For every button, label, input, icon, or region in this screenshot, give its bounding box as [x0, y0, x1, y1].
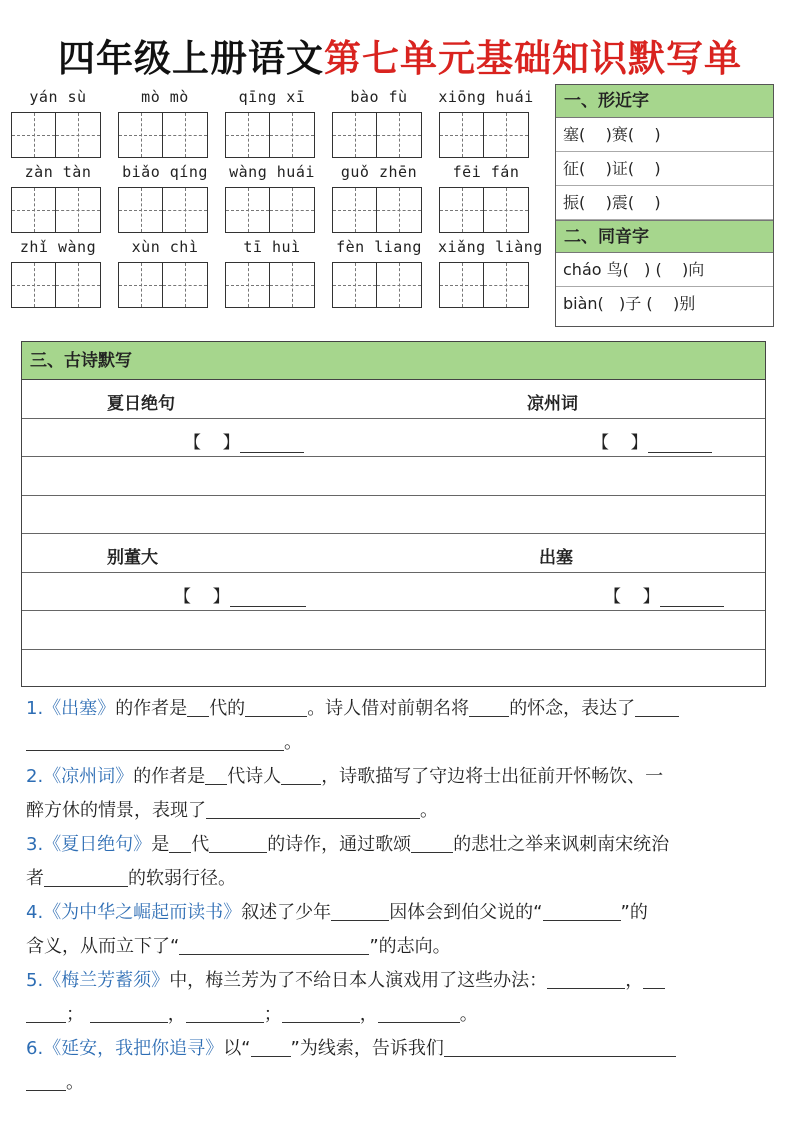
- question-1: 1.《出塞》的作者是 代的 。诗人借对前朝名将 的怀念，表达了 。: [26, 692, 778, 760]
- tianzi-boxes[interactable]: [11, 262, 101, 308]
- poem-title: 夏日绝句: [107, 394, 175, 414]
- dynasty-bracket[interactable]: 【 】: [184, 432, 240, 453]
- answer-blank[interactable]: [179, 936, 369, 955]
- answer-blank[interactable]: [209, 834, 267, 853]
- author-blank[interactable]: [648, 436, 712, 453]
- tongyin-row[interactable]: biàn( )子 ( )别: [563, 294, 696, 313]
- pinyin-row-1: [10, 88, 550, 163]
- pinyin-label: xiǎng liàng: [438, 238, 543, 256]
- poem-line-blank[interactable]: [22, 650, 765, 689]
- tianzi-boxes[interactable]: [11, 112, 101, 158]
- author-blank[interactable]: [660, 590, 724, 607]
- author-blank[interactable]: [240, 436, 304, 453]
- question-4: 4.《为中华之崛起而读书》叙述了少年 因体会到伯父说的“ ”的 含义，从而立下了“ ”的志向。: [26, 902, 648, 957]
- side-knowledge-table: [555, 84, 774, 327]
- dynasty-bracket[interactable]: 【 】: [604, 586, 660, 607]
- title-unit: 第七单元基础知识默写单: [324, 37, 742, 80]
- pinyin-label: biǎo qíng: [122, 163, 208, 181]
- answer-blank[interactable]: [245, 698, 307, 717]
- pinyin-label: qīng xī: [238, 88, 306, 106]
- poem-author-row: [22, 573, 765, 612]
- title-grade: 四年级上册语文: [58, 37, 324, 80]
- tianzi-boxes[interactable]: [332, 262, 422, 308]
- answer-blank[interactable]: [44, 868, 128, 887]
- answer-blank[interactable]: [26, 1072, 66, 1091]
- question-6: 6.《延安，我把你追寻》以“ ”为线索，告诉我们 。: [26, 1032, 778, 1100]
- answer-blank[interactable]: [26, 1004, 66, 1023]
- pinyin-label: xiōng huái: [438, 88, 534, 106]
- pinyin-label: bào fù: [350, 88, 408, 106]
- tianzi-boxes[interactable]: [225, 187, 315, 233]
- section-head-xingjin: 一、形近字: [556, 85, 773, 118]
- xingjin-row[interactable]: 振( )震( ): [556, 186, 773, 220]
- poem-title: 凉州词: [527, 394, 578, 414]
- answer-blank[interactable]: [378, 1004, 460, 1023]
- pinyin-label: fèn liang: [336, 238, 422, 256]
- section-head-poems: 三、古诗默写: [22, 342, 765, 380]
- xingjin-row[interactable]: 塞( )赛( ): [556, 118, 773, 152]
- dynasty-bracket[interactable]: 【 】: [174, 586, 230, 607]
- answer-blank[interactable]: [90, 1004, 168, 1023]
- pinyin-label: fēi fán: [452, 163, 520, 181]
- question-3: 3.《夏日绝句》是 代 的诗作，通过歌颂 的悲壮之举来讽刺南宋统治 者 的软弱行径。: [26, 834, 670, 889]
- answer-blank[interactable]: [169, 834, 191, 853]
- poem-title-row: [22, 380, 765, 419]
- poem-line-blank[interactable]: [22, 611, 765, 650]
- answer-blank[interactable]: [186, 1004, 264, 1023]
- tongyin-row[interactable]: cháo 鸟( ) ( )向: [556, 253, 773, 287]
- pinyin-label: yán sù: [29, 88, 87, 106]
- pinyin-label: guǒ zhēn: [340, 163, 418, 181]
- question-5: 5.《梅兰芳蓄须》中，梅兰芳为了不给日本人演戏用了这些办法： ， ； ， ； ， 。: [26, 964, 778, 1032]
- answer-blank[interactable]: [251, 1038, 291, 1057]
- page-title: [0, 28, 800, 82]
- poem-title: 别董大: [107, 548, 158, 568]
- answer-blank[interactable]: [206, 800, 420, 819]
- pinyin-row-3: [10, 238, 550, 313]
- tianzi-boxes[interactable]: [11, 187, 101, 233]
- pinyin-label: zàn tàn: [24, 163, 92, 181]
- question-2: 2.《凉州词》的作者是 代诗人 ，诗歌描写了守边将士出征前开怀畅饮、一 醉方休的情景，表现了 。: [26, 766, 664, 821]
- answer-blank[interactable]: [543, 902, 621, 921]
- pinyin-label: tī huì: [243, 238, 301, 256]
- answer-blank[interactable]: [635, 698, 679, 717]
- tianzi-boxes[interactable]: [439, 187, 529, 233]
- tianzi-boxes[interactable]: [332, 112, 422, 158]
- answer-blank[interactable]: [444, 1038, 676, 1057]
- answer-blank[interactable]: [281, 766, 321, 785]
- answer-blank[interactable]: [469, 698, 509, 717]
- poem-line-blank[interactable]: [22, 496, 765, 535]
- answer-blank[interactable]: [331, 902, 389, 921]
- answer-blank[interactable]: [26, 732, 284, 751]
- question-list: [26, 692, 778, 1100]
- tianzi-boxes[interactable]: [332, 187, 422, 233]
- answer-blank[interactable]: [187, 698, 209, 717]
- pinyin-label: wàng huái: [229, 163, 315, 181]
- pinyin-label: mò mò: [141, 88, 189, 106]
- tianzi-boxes[interactable]: [118, 187, 208, 233]
- tianzi-boxes[interactable]: [439, 262, 529, 308]
- poem-title: 出塞: [539, 548, 573, 568]
- dynasty-bracket[interactable]: 【 】: [592, 432, 648, 453]
- poem-table: [21, 341, 766, 687]
- tianzi-boxes[interactable]: [225, 112, 315, 158]
- tianzi-boxes[interactable]: [118, 262, 208, 308]
- answer-blank[interactable]: [411, 834, 453, 853]
- xingjin-row[interactable]: 征( )证( ): [556, 152, 773, 186]
- tianzi-boxes[interactable]: [118, 112, 208, 158]
- pinyin-label: zhǐ wàng: [19, 238, 97, 256]
- pinyin-row-2: [10, 163, 550, 238]
- tianzi-boxes[interactable]: [225, 262, 315, 308]
- poem-author-row: [22, 419, 765, 458]
- poem-title-row: [22, 534, 765, 573]
- tianzi-boxes[interactable]: [439, 112, 529, 158]
- answer-blank[interactable]: [547, 970, 625, 989]
- pinyin-label: xùn chì: [131, 238, 199, 256]
- section-head-tongyin: 二、同音字: [556, 220, 773, 253]
- answer-blank[interactable]: [205, 766, 227, 785]
- poem-line-blank[interactable]: [22, 457, 765, 496]
- author-blank[interactable]: [230, 590, 306, 607]
- answer-blank[interactable]: [643, 970, 665, 989]
- answer-blank[interactable]: [282, 1004, 360, 1023]
